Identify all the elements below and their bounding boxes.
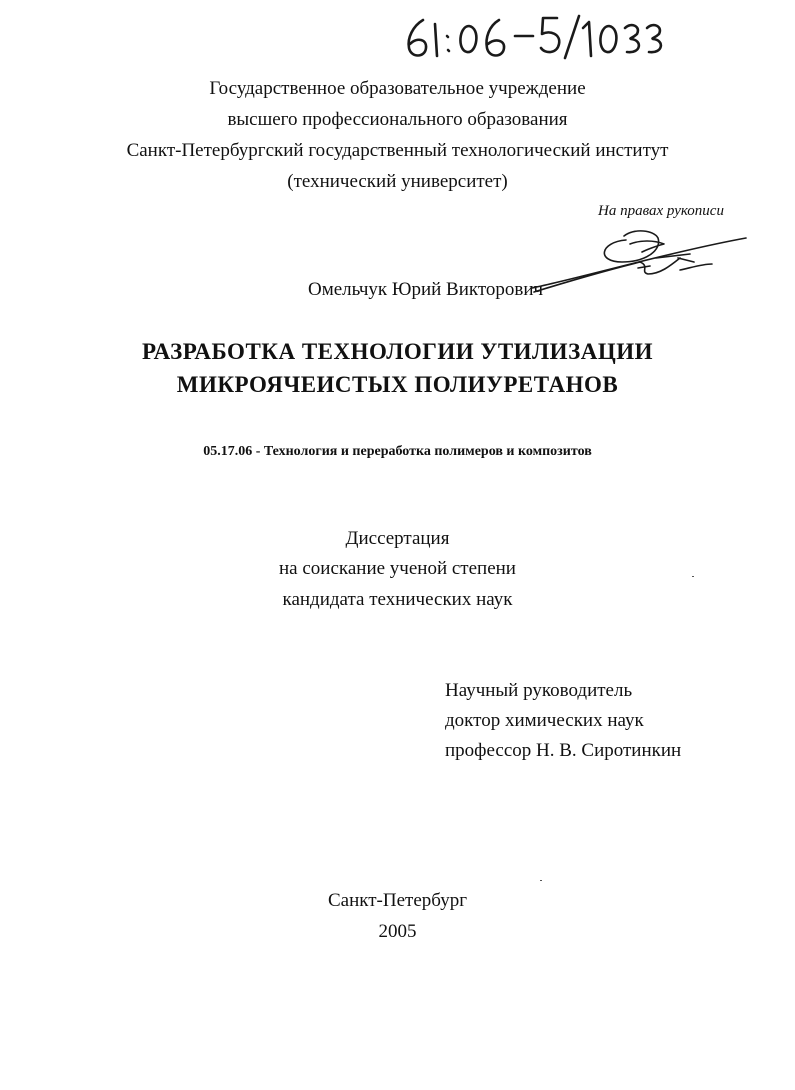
rights-note: На правах рукописи: [598, 203, 724, 219]
dissertation-title-line-1: РАЗРАБОТКА ТЕХНОЛОГИИ УТИЛИЗАЦИИ: [142, 339, 653, 364]
signature-image: [530, 222, 760, 302]
degree-line-3: кандидата технических наук: [282, 589, 513, 610]
scan-speck: [540, 880, 542, 881]
degree-line-1: Диссертация: [345, 528, 450, 549]
institution-line-3: Санкт-Петербургский государственный технологический институт: [126, 140, 669, 161]
institution-line-4: (технический университет): [287, 171, 508, 192]
supervisor-line-3: профессор Н. В. Сиротинкин: [445, 740, 682, 761]
author-name: Омельчук Юрий Викторович: [308, 279, 544, 300]
year: 2005: [378, 921, 417, 942]
supervisor-line-1: Научный руководитель: [445, 680, 633, 701]
specialty-code: 05.17.06 - Технология и переработка полимеров и композитов: [203, 444, 592, 459]
institution-line-2: высшего профессионального образования: [227, 109, 568, 130]
scan-speck: [692, 576, 694, 577]
institution-line-1: Государственное образовательное учреждение: [209, 78, 586, 99]
supervisor-line-2: доктор химических наук: [445, 710, 644, 731]
degree-line-2: на соискание ученой степени: [279, 558, 516, 579]
dissertation-title-line-2: МИКРОЯЧЕИСТЫХ ПОЛИУРЕТАНОВ: [176, 372, 619, 397]
handwritten-archive-number: [395, 6, 675, 64]
city: Санкт-Петербург: [327, 890, 467, 911]
